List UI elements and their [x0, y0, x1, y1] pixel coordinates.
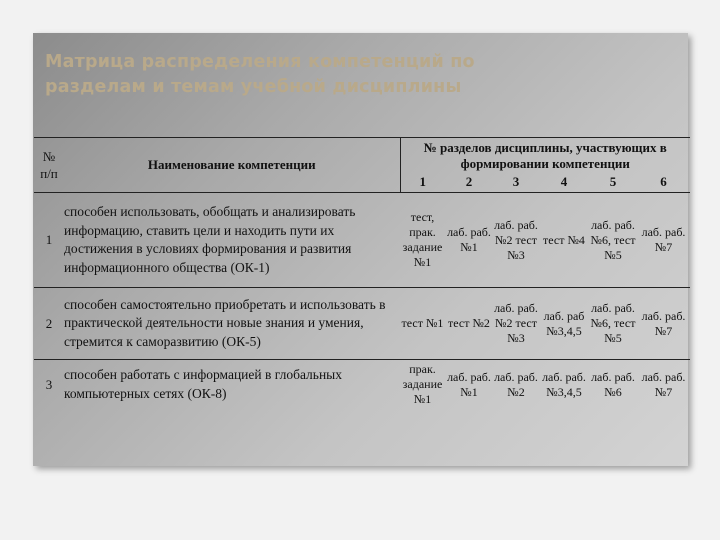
- section-col-5: 5: [589, 172, 637, 193]
- table-row: [34, 360, 690, 410]
- section-col-1: 1: [400, 172, 445, 193]
- section-cell: лаб. раб. №6: [589, 360, 637, 410]
- section-cell: тест, прак. задание №1: [402, 210, 443, 269]
- section-col-3: 3: [493, 172, 539, 193]
- section-cell: лаб. раб. №7: [637, 360, 690, 410]
- section-cell: лаб. раб. №7: [641, 225, 686, 254]
- section-cell: прак. задание №1: [400, 360, 445, 410]
- section-cell: лаб. раб. №2 тест №3: [494, 217, 538, 262]
- row-num: 2: [34, 288, 64, 360]
- competence-matrix-table: [34, 137, 690, 410]
- section-cell: тест №2: [445, 288, 493, 360]
- competence-text: способен работать с информацией в глобальных компьютерных сетях (ОК-8): [64, 360, 400, 410]
- header-sections: № разделов дисциплины, участвующих в формировании компетенции: [400, 138, 690, 173]
- title-line-1: Матрица распределения компетенций по: [45, 52, 475, 72]
- section-col-2: 2: [445, 172, 493, 193]
- title-line-2: разделам и темам учебной дисциплины: [45, 77, 462, 97]
- slide-title: [45, 50, 665, 100]
- section-col-6: 6: [637, 172, 690, 193]
- row-num: 1: [45, 232, 53, 247]
- competence-text: способен использовать, обобщать и анализировать информацию, ставить цели и находить пути их достижения в условиях формирования и развития информационного общества (ОК-1): [64, 204, 356, 275]
- section-cell: лаб. раб. №1: [445, 360, 493, 410]
- section-cell: лаб. раб. №6, тест №5: [589, 288, 637, 360]
- header-num: [34, 138, 64, 193]
- section-cell: лаб. раб. №7: [637, 288, 690, 360]
- header-num-line1: №: [42, 149, 56, 164]
- section-cell: лаб. раб. №1: [447, 225, 491, 254]
- section-cell: лаб. раб. №2 тест №3: [493, 288, 539, 360]
- row-num: 3: [34, 360, 64, 410]
- section-col-4: 4: [539, 172, 589, 193]
- section-cell: тест №4: [543, 232, 585, 247]
- table-row: [34, 288, 690, 360]
- section-cell: лаб. раб №3,4,5: [539, 288, 589, 360]
- section-cell: лаб. раб. №2: [493, 360, 539, 410]
- header-num-line2: п/п: [40, 166, 58, 181]
- competence-text: способен самостоятельно приобретать и использовать в практической деятельности новые знания и умения, стремится к саморазвитию (ОК-5): [64, 288, 400, 360]
- section-cell: лаб. раб. №6, тест №5: [590, 217, 636, 262]
- section-cell: лаб. раб. №3,4,5: [539, 360, 589, 410]
- section-cell: тест №1: [400, 288, 445, 360]
- table-row: [34, 193, 690, 288]
- header-competence-name: Наименование компетенции: [64, 138, 400, 193]
- header-row: [34, 138, 690, 173]
